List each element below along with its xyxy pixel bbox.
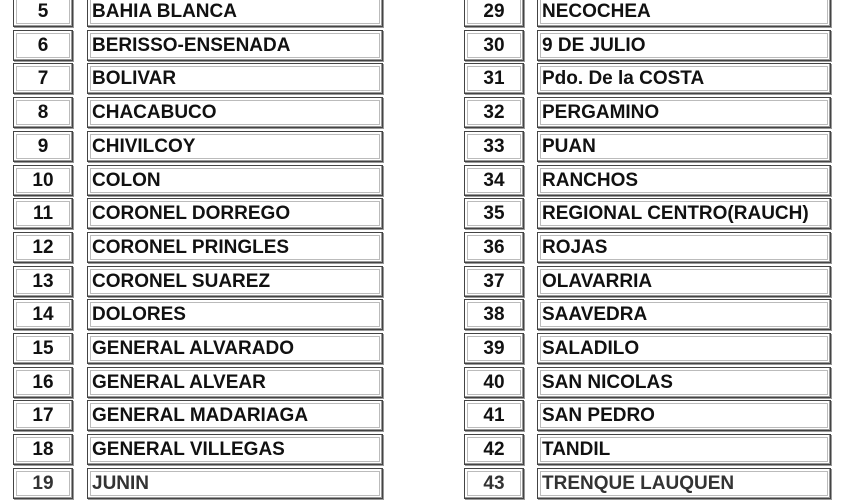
table-row	[13, 0, 383, 30]
district-number-cell: 6	[13, 30, 73, 61]
table-row	[464, 400, 831, 434]
table-row	[13, 434, 383, 468]
district-name-cell: TRENQUE LAUQUEN	[537, 468, 831, 499]
district-number-cell: 41	[464, 400, 524, 431]
table-row	[464, 0, 831, 30]
district-name-cell: SAAVEDRA	[537, 299, 831, 330]
district-number-cell: 17	[13, 400, 73, 431]
table-row	[13, 198, 383, 232]
table-row	[13, 468, 383, 502]
district-name-cell: PUAN	[537, 131, 831, 162]
table-row	[464, 198, 831, 232]
district-number-cell: 40	[464, 367, 524, 398]
district-number-cell: 39	[464, 333, 524, 364]
district-number-cell: 14	[13, 299, 73, 330]
district-name-cell: COLON	[87, 165, 383, 196]
district-name-cell: NECOCHEA	[537, 0, 831, 27]
table-row	[464, 367, 831, 401]
table-row	[464, 97, 831, 131]
district-name-cell: RANCHOS	[537, 165, 831, 196]
district-number-cell: 36	[464, 232, 524, 263]
table-row	[464, 232, 831, 266]
table-row	[13, 131, 383, 165]
district-number-cell: 7	[13, 63, 73, 94]
table-row	[13, 333, 383, 367]
left-district-table	[13, 0, 383, 502]
district-name-cell: OLAVARRIA	[537, 266, 831, 297]
district-name-cell: ROJAS	[537, 232, 831, 263]
table-row	[13, 266, 383, 300]
table-row	[13, 232, 383, 266]
district-number-cell: 19	[13, 468, 73, 499]
table-row	[13, 63, 383, 97]
district-number-cell: 5	[13, 0, 73, 27]
district-number-cell: 18	[13, 434, 73, 465]
table-row	[464, 468, 831, 502]
district-number-cell: 30	[464, 30, 524, 61]
district-name-cell: TANDIL	[537, 434, 831, 465]
district-name-cell: SALADILO	[537, 333, 831, 364]
table-row	[464, 333, 831, 367]
district-name-cell: Pdo. De la COSTA	[537, 63, 831, 94]
district-name-cell: CORONEL DORREGO	[87, 198, 383, 229]
district-name-cell: DOLORES	[87, 299, 383, 330]
district-number-cell: 10	[13, 165, 73, 196]
right-district-table	[464, 0, 831, 502]
district-name-cell: CHIVILCOY	[87, 131, 383, 162]
district-number-cell: 34	[464, 165, 524, 196]
table-row	[464, 165, 831, 199]
district-name-cell: REGIONAL CENTRO(RAUCH)	[537, 198, 831, 229]
table-row	[464, 63, 831, 97]
district-name-cell: BERISSO-ENSENADA	[87, 30, 383, 61]
district-number-cell: 32	[464, 97, 524, 128]
district-name-cell: SAN PEDRO	[537, 400, 831, 431]
district-name-cell: JUNIN	[87, 468, 383, 499]
district-number-cell: 37	[464, 266, 524, 297]
district-name-cell: CORONEL PRINGLES	[87, 232, 383, 263]
district-number-cell: 35	[464, 198, 524, 229]
table-row	[464, 266, 831, 300]
table-row	[464, 434, 831, 468]
district-name-cell: SAN NICOLAS	[537, 367, 831, 398]
district-name-cell: GENERAL VILLEGAS	[87, 434, 383, 465]
table-row	[464, 30, 831, 64]
district-number-cell: 11	[13, 198, 73, 229]
table-row	[13, 30, 383, 64]
district-number-cell: 38	[464, 299, 524, 330]
district-number-cell: 42	[464, 434, 524, 465]
district-name-cell: 9 DE JULIO	[537, 30, 831, 61]
district-number-cell: 29	[464, 0, 524, 27]
district-name-cell: GENERAL ALVARADO	[87, 333, 383, 364]
table-row	[13, 165, 383, 199]
table-row	[13, 97, 383, 131]
district-number-cell: 13	[13, 266, 73, 297]
district-number-cell: 8	[13, 97, 73, 128]
district-number-cell: 43	[464, 468, 524, 499]
district-number-cell: 16	[13, 367, 73, 398]
district-number-cell: 33	[464, 131, 524, 162]
district-number-cell: 15	[13, 333, 73, 364]
district-number-cell: 31	[464, 63, 524, 94]
district-name-cell: BAHIA BLANCA	[87, 0, 383, 27]
district-number-cell: 9	[13, 131, 73, 162]
district-name-cell: CHACABUCO	[87, 97, 383, 128]
table-row	[13, 299, 383, 333]
district-number-cell: 12	[13, 232, 73, 263]
district-name-cell: CORONEL SUAREZ	[87, 266, 383, 297]
district-name-cell: GENERAL ALVEAR	[87, 367, 383, 398]
table-row	[464, 299, 831, 333]
district-name-cell: BOLIVAR	[87, 63, 383, 94]
table-row	[464, 131, 831, 165]
table-row	[13, 367, 383, 401]
district-name-cell: PERGAMINO	[537, 97, 831, 128]
district-name-cell: GENERAL MADARIAGA	[87, 400, 383, 431]
table-row	[13, 400, 383, 434]
